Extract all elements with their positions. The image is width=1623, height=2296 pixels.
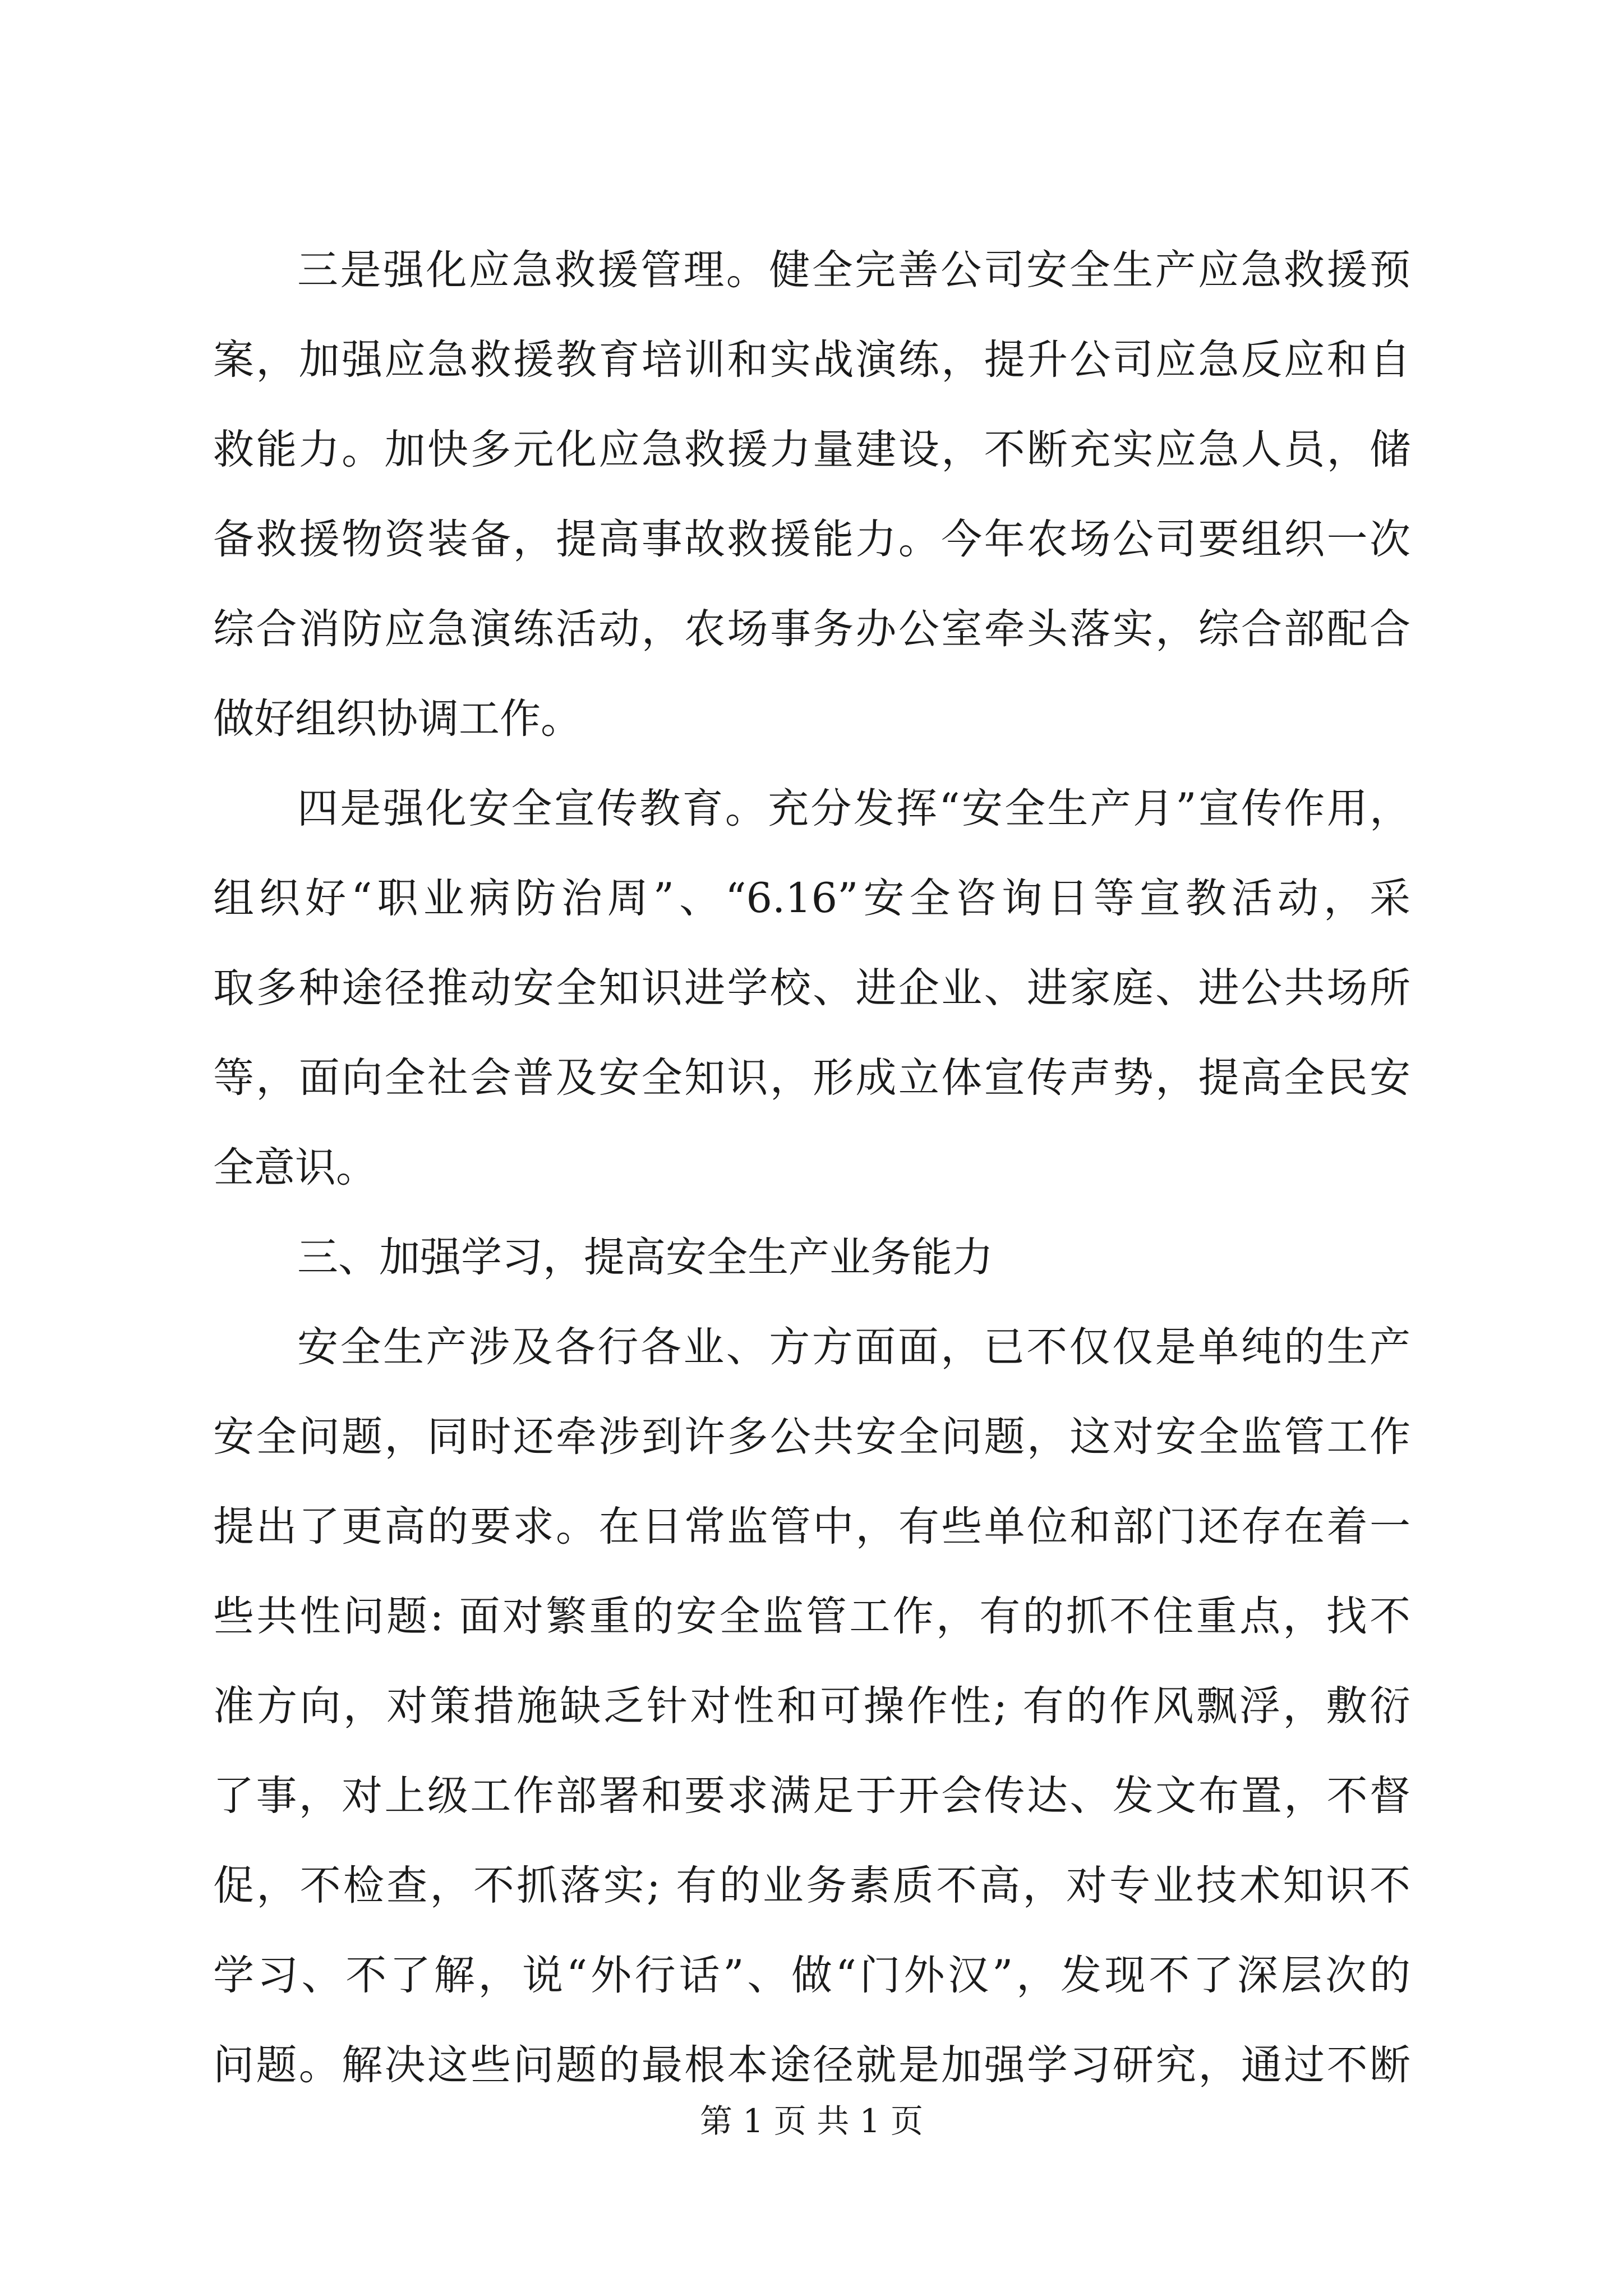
text-line: 救能力。加快多元化应急救援力量建设，不断充实应急人员，储 bbox=[213, 426, 1410, 473]
text-line: 案，加强应急救援教育培训和实战演练，提升公司应急反应和自 bbox=[213, 336, 1410, 384]
text-line: 安全生产涉及各行各业、方方面面，已不仅仅是单纯的生产 bbox=[297, 1323, 1410, 1371]
text-line: 备救援物资装备，提高事故救援能力。今年农场公司要组织一次 bbox=[213, 516, 1410, 563]
text-line: 问题。解决这些问题的最根本途径就是加强学习研究，通过不断 bbox=[213, 2041, 1410, 2089]
text-line: 全意识。 bbox=[213, 1144, 377, 1191]
text-line: 些共性问题: 面对繁重的安全监管工作，有的抓不住重点，找不 bbox=[213, 1593, 1410, 1640]
text-line: 综合消防应急演练活动，农场事务办公室牵头落实，综合部配合 bbox=[213, 605, 1410, 653]
text-line: 做好组织协调工作。 bbox=[213, 695, 582, 743]
text-line: 了事，对上级工作部署和要求满足于开会传达、发文布置，不督 bbox=[213, 1772, 1410, 1820]
text-line: 促，不检查，不抓落实; 有的业务素质不高，对专业技术知识不 bbox=[213, 1862, 1410, 1910]
text-line: 安全问题，同时还牵涉到许多公共安全问题，这对安全监管工作 bbox=[213, 1413, 1410, 1461]
text-line: 取多种途径推动安全知识进学校、进企业、进家庭、进公共场所 bbox=[213, 964, 1410, 1012]
text-line: 等，面向全社会普及安全知识，形成立体宣传声势，提高全民安 bbox=[213, 1054, 1410, 1102]
text-line: 组织好“职业病防治周”、“6.16”安全咨询日等宣教活动，采 bbox=[213, 875, 1410, 922]
page-footer: 第 1 页 共 1 页 bbox=[700, 2102, 923, 2140]
text-line: 提出了更高的要求。在日常监管中，有些单位和部门还存在着一 bbox=[213, 1503, 1410, 1550]
text-line: 三是强化应急救援管理。健全完善公司安全生产应急救援预 bbox=[297, 246, 1410, 294]
text-line: 学习、不了解，说“外行话”、做“门外汉”，发现不了深层次的 bbox=[213, 1952, 1410, 1999]
text-line: 四是强化安全宣传教育。充分发挥“安全生产月”宣传作用， bbox=[297, 785, 1410, 832]
text-line: 准方向，对策措施缺乏针对性和可操作性; 有的作风飘浮，敷衍 bbox=[213, 1682, 1410, 1730]
text-line: 三、加强学习，提高安全生产业务能力 bbox=[297, 1234, 993, 1281]
document-body bbox=[213, 246, 1410, 2134]
